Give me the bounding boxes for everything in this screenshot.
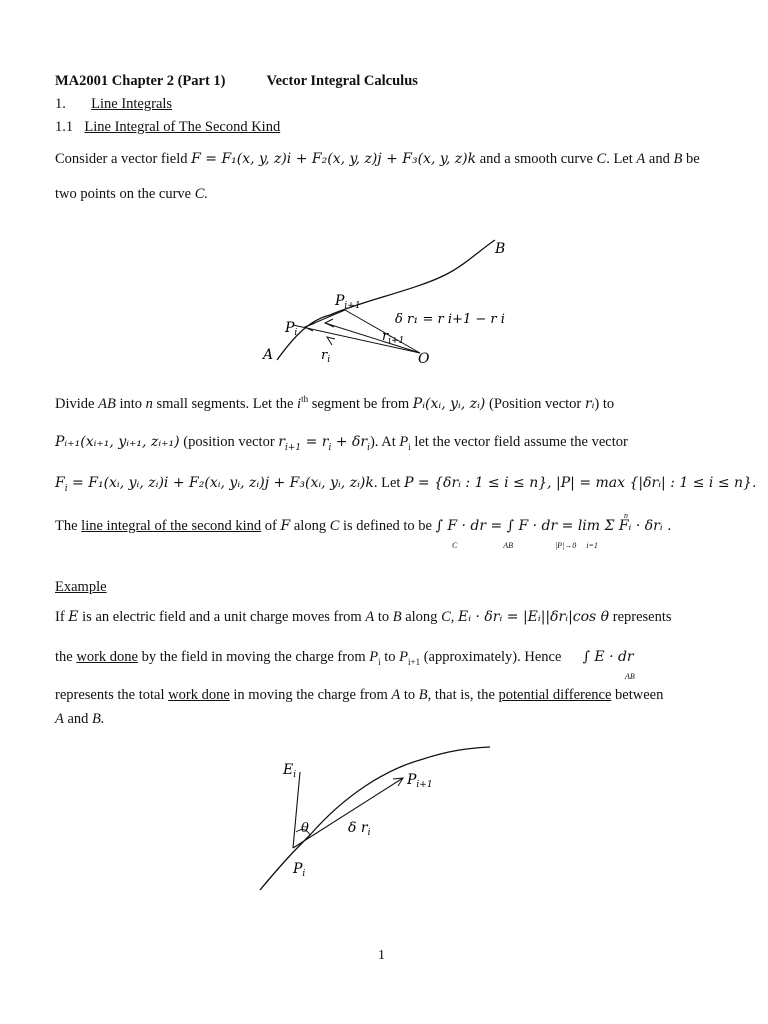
label-ri: $r_i$ (321, 348, 331, 365)
label-ri1: $r_{i+1}$ (382, 329, 405, 346)
text: two points on the curve (55, 186, 192, 202)
section-1-heading (55, 95, 172, 113)
text: AB (98, 395, 116, 412)
example-line-2 (55, 648, 634, 671)
text: E (68, 609, 79, 625)
text: A (365, 609, 375, 625)
text: A (636, 151, 646, 167)
text: . Let (373, 475, 401, 491)
section-number: 1.1 (55, 119, 74, 135)
text: C (596, 151, 607, 167)
text: n (145, 395, 153, 412)
text: The (55, 518, 78, 534)
label-delta-r: δ r₁ = r i+1 − r i (395, 312, 505, 327)
text: i (378, 656, 381, 667)
definition-formula: ∫ F · dr = ∫ F · dr = lim Σ Fᵢ · δrᵢ . (435, 518, 672, 534)
point-pi: Pᵢ(xᵢ, yᵢ, zᵢ) (412, 395, 486, 412)
text: let the vector field assume the vector (414, 434, 628, 450)
text: into (119, 395, 142, 412)
example-line-4 (55, 710, 105, 728)
text: If (55, 609, 65, 625)
text: be (685, 151, 700, 167)
text: C, (441, 609, 455, 625)
figure-curve-segments (255, 235, 525, 370)
text: and (648, 151, 670, 167)
example-line-1 (55, 608, 672, 626)
course-title: MA2001 Chapter 2 (Part 1) (55, 73, 226, 89)
text: F (280, 518, 291, 534)
formula-superscript (624, 507, 628, 525)
term-line-integral: line integral of the second kind (81, 518, 262, 534)
text: the (55, 649, 73, 665)
text: C. (194, 186, 209, 202)
text: i=1 (586, 541, 598, 550)
vector-ri1 (325, 323, 420, 353)
paragraph-vector-field (55, 150, 700, 168)
section-title: Line Integrals (91, 96, 173, 112)
label-o: O (418, 351, 430, 367)
label-pi1: $P_{i+1}$ (407, 772, 433, 790)
text: (Position vector (489, 395, 582, 412)
text: A (55, 711, 64, 727)
text: to (403, 687, 416, 703)
text: represents the total (55, 687, 165, 703)
term-work-done: work done (168, 687, 230, 703)
text: small segments. Let the (156, 395, 294, 412)
text: n (624, 511, 628, 520)
label-delta-ri: δ $r_i$ (348, 820, 371, 838)
work-integral: ∫ E · dr (582, 649, 634, 665)
text: between (615, 687, 664, 703)
text: to (384, 649, 396, 665)
page-number: 1 (378, 948, 385, 963)
text: AB (503, 541, 513, 550)
text: to (377, 609, 390, 625)
work-formula: Eᵢ · δrᵢ = |Eᵢ||δrᵢ|cos θ (457, 609, 610, 625)
text: in moving the charge from (233, 687, 388, 703)
topic-title: Vector Integral Calculus (266, 73, 418, 89)
text: B (418, 687, 428, 703)
text: represents (612, 609, 672, 625)
example-line-3 (55, 686, 663, 704)
partition-formula: P = {δrᵢ : 1 ≤ i ≤ n}, |P| = max {|δrᵢ| : 1 ≤ i ≤ n}. (404, 475, 757, 491)
text: . Let (606, 151, 633, 167)
vector-delta-ri (293, 778, 403, 848)
document-header (55, 72, 418, 90)
fi-formula: $F_i$ = F₁(xᵢ, yᵢ, zᵢ)i + F₂(xᵢ, yᵢ, zᵢ)j + F₃(xᵢ, yᵢ, zᵢ)k (55, 475, 374, 494)
figure-electric-field (255, 740, 515, 895)
section-title: Line Integral of The Second Kind (84, 119, 281, 135)
text: is an electric field and a unit charge moves from (82, 609, 362, 625)
vector-field-formula: F = F₁(x, y, z)i + F₂(x, y, z)j + F₃(x, y, z)k (191, 151, 477, 167)
label-pi: $P_i$ (293, 861, 306, 879)
vector-ei (293, 772, 300, 848)
section-number: 1. (55, 96, 66, 112)
label-pi: $P_i$ (285, 320, 298, 338)
text: is defined to be (343, 518, 432, 534)
paragraph-fi (55, 474, 756, 498)
paragraph-vector-field-line2 (55, 185, 208, 203)
label-theta: θ (301, 821, 309, 836)
text: P (399, 649, 409, 665)
text: C (452, 541, 458, 550)
text: segment be from (311, 395, 410, 412)
text: P (399, 434, 409, 450)
text: and a smooth curve (479, 151, 593, 167)
paragraph-definition (55, 517, 672, 535)
text: i (297, 395, 302, 412)
formula-subscripts (452, 537, 598, 555)
text: th (301, 394, 309, 404)
text: (position vector (183, 434, 275, 450)
position-relation: $r_{i+1} = r_i + \delta r_i$ (278, 434, 371, 453)
text: ). At (370, 434, 396, 450)
term-work-done: work done (76, 649, 138, 665)
text: (approximately). Hence (423, 649, 562, 665)
section-1-1-heading (55, 118, 280, 136)
paragraph-position-vector (55, 433, 628, 457)
text: A (391, 687, 401, 703)
text: P (369, 649, 379, 665)
text: Divide (55, 395, 95, 412)
text: i (408, 441, 411, 452)
text: along (293, 518, 327, 534)
text: B (392, 609, 402, 625)
text: B (673, 151, 683, 167)
label-b: B (495, 241, 506, 257)
text: C (329, 518, 340, 534)
text: rᵢ (584, 395, 595, 412)
text: ) to (594, 395, 615, 412)
text: along (405, 609, 438, 625)
paragraph-divide (55, 390, 614, 413)
text: and (67, 711, 89, 727)
text: Consider a vector field (55, 151, 188, 167)
point-pi1: Pᵢ₊₁(xᵢ₊₁, yᵢ₊₁, zᵢ₊₁) (55, 434, 180, 450)
text: of (264, 518, 277, 534)
term-potential-difference: potential difference (498, 687, 612, 703)
label-pi1: $P_{i+1}$ (335, 293, 361, 311)
label-a: A (263, 347, 274, 363)
arrow-head (327, 337, 335, 345)
example-heading: Example (55, 579, 107, 595)
text: by the field in moving the charge from (141, 649, 366, 665)
label-ei: $E_i$ (283, 762, 297, 780)
text: B. (92, 711, 105, 727)
text: i+1 (408, 656, 421, 667)
text: |P|→0 (554, 541, 577, 550)
text: , that is, the (427, 687, 495, 703)
integral-subscript: AB (625, 672, 635, 681)
